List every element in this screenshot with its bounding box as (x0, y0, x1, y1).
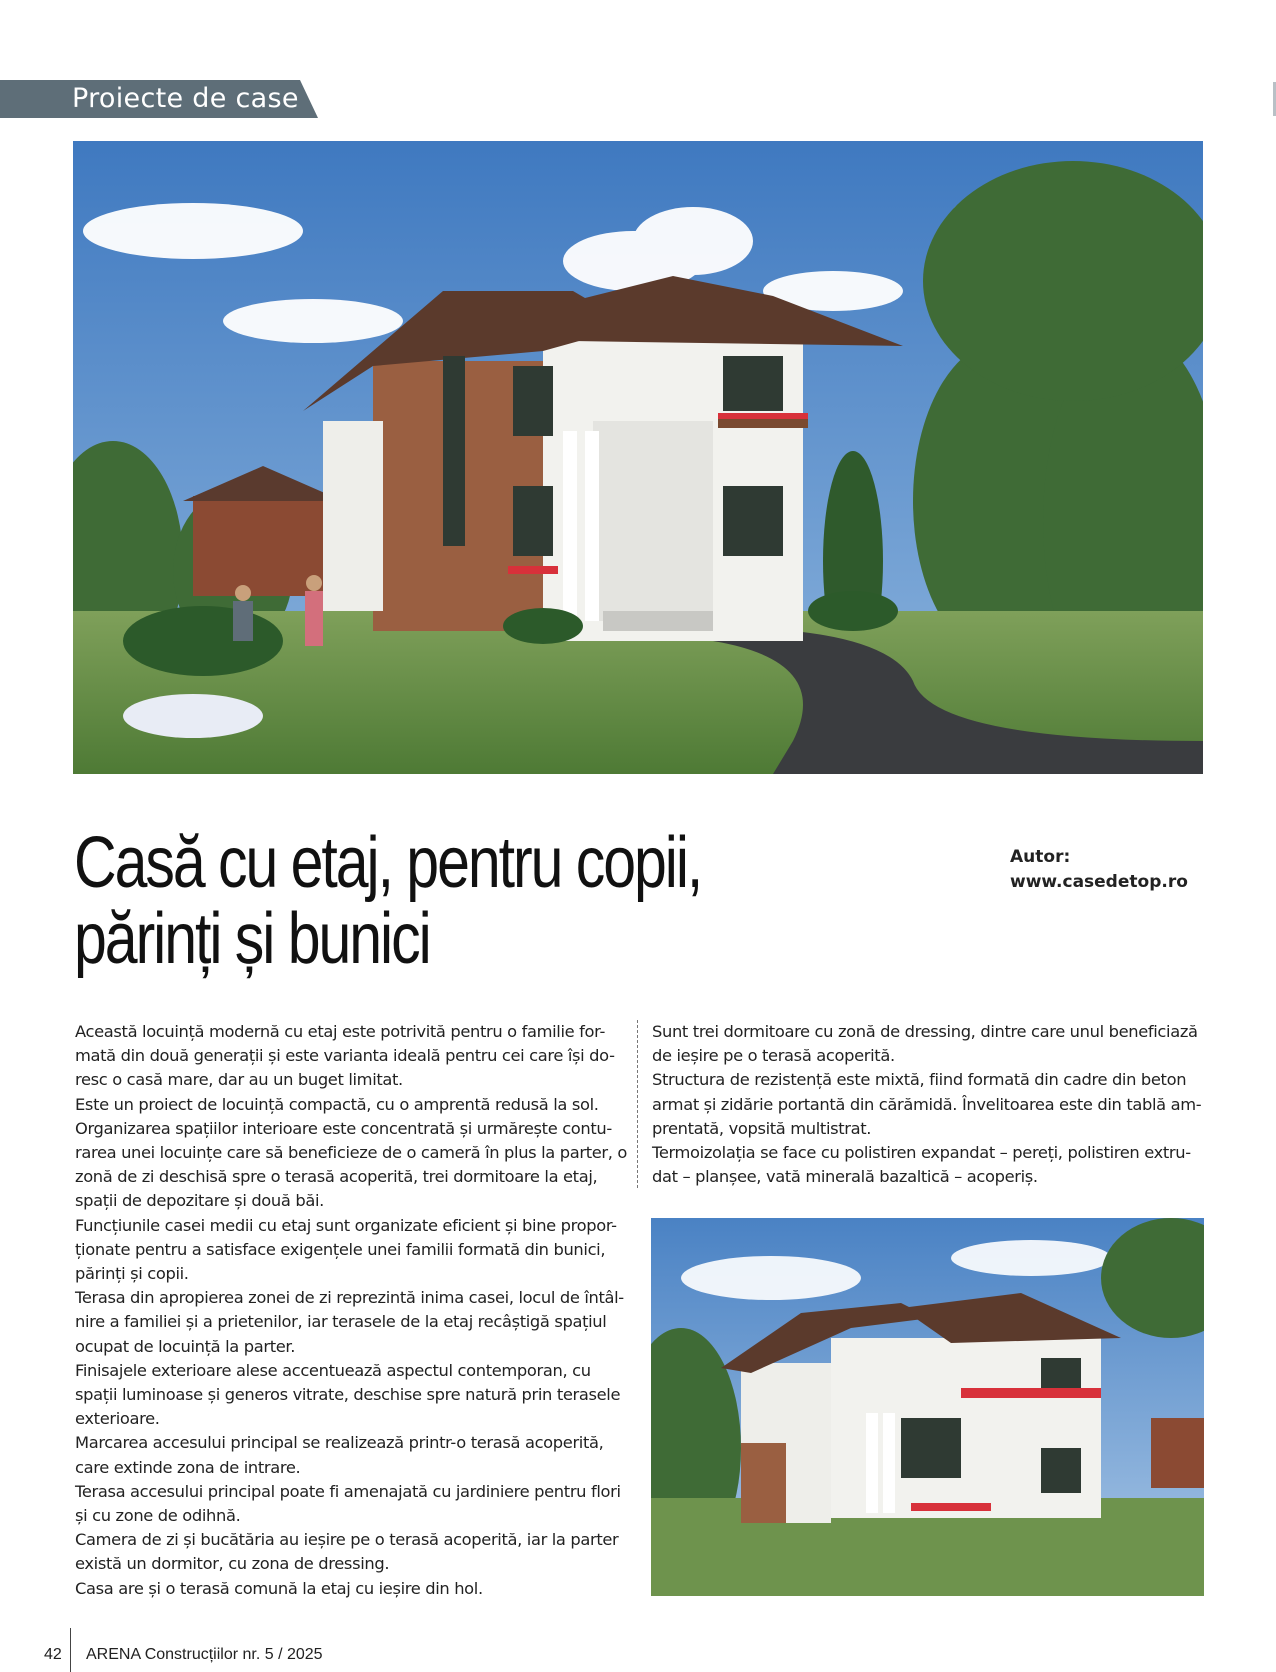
paragraph-line: de ieșire pe o terasă acoperită. (652, 1046, 895, 1066)
article-title-line-2: părinți și bunici (74, 899, 430, 979)
body-column-right (652, 1020, 1204, 1189)
paragraph-line: zonă de zi deschisă spre o terasă acoperită, trei dormitoare la etaj, (75, 1167, 598, 1187)
column-divider (637, 1020, 638, 1188)
paragraph-line: Marcarea accesului principal se realizează printr-o terasă acoperită, (75, 1433, 604, 1453)
paragraph-line: există un dormitor, cu zona de dressing. (75, 1554, 390, 1574)
paragraph-line: Organizarea spațiilor interioare este concentrată și urmărește contu- (75, 1118, 612, 1138)
paragraph-line: și cu zone de odihnă. (75, 1506, 241, 1526)
paragraph-line: ocupat de locuință la parter. (75, 1336, 296, 1356)
article-title-line-1: Casă cu etaj, pentru copii, (74, 823, 702, 903)
paragraph-line: Este un proiect de locuință compactă, cu o amprentă redusă la sol. (75, 1094, 599, 1114)
author-block (1010, 845, 1188, 895)
paragraph-line: Camera de zi și bucătăria au ieșire pe o terasă acoperită, iar la parter (75, 1530, 619, 1550)
paragraph-line: Structura de rezistență este mixtă, fiind formată din cadre din beton (652, 1070, 1187, 1090)
paragraph-line: Termoizolația se face cu polistiren expandat – pereți, polistiren extru- (652, 1143, 1191, 1163)
secondary-house-rendering (651, 1218, 1204, 1596)
hero-house-rendering (73, 141, 1203, 774)
paragraph-line: prentată, vopsită multistrat. (652, 1118, 872, 1138)
paragraph-line: resc o casă mare, dar au un buget limitat. (75, 1070, 403, 1090)
paragraph-line: exterioare. (75, 1409, 160, 1429)
author-label: Autor: (1010, 847, 1071, 867)
paragraph-line: mată din două generații și este varianta ideală pentru cei care își do- (75, 1046, 615, 1066)
paragraph-line: Terasa accesului principal poate fi amenajată cu jardiniere pentru flori (75, 1481, 621, 1501)
body-column-left (75, 1020, 628, 1601)
paragraph-line: Casa are și o terasă comună la etaj cu ieșire din hol. (75, 1578, 483, 1598)
paragraph-line: rarea unei locuințe care să beneficieze de o cameră în plus la parter, o (75, 1143, 628, 1163)
paragraph-line: spații luminoase și generos vitrate, deschise spre natură prin terasele (75, 1385, 621, 1405)
magazine-issue: ARENA Construcțiilor nr. 5 / 2025 (86, 1646, 323, 1663)
paragraph-line: părinți și copii. (75, 1264, 189, 1284)
paragraph-line: Finisajele exterioare alese accentuează aspectul contemporan, cu (75, 1360, 591, 1380)
footer-divider (70, 1628, 71, 1672)
author-site: www.casedetop.ro (1010, 872, 1188, 892)
section-tag-label: Proiecte de case (72, 83, 299, 114)
paragraph-line: Funcțiunile casei medii cu etaj sunt organizate eficient și bine propor- (75, 1215, 617, 1235)
section-tag (0, 80, 318, 118)
paragraph-line: nire a familiei și a prietenilor, iar terasele de la etaj recâștigă spațiul (75, 1312, 607, 1332)
paragraph-line: spații de depozitare și două băi. (75, 1191, 324, 1211)
article-title (74, 825, 730, 977)
paragraph-line: ționate pentru a satisface exigențele unei familii formată din bunici, (75, 1239, 606, 1259)
paragraph-line: Această locuință modernă cu etaj este potrivită pentru o familie for- (75, 1022, 605, 1041)
paragraph-line: Terasa din apropierea zonei de zi reprezintă inima casei, locul de întâl- (75, 1288, 624, 1308)
paragraph-line: Sunt trei dormitoare cu zonă de dressing, dintre care unul beneficiază (652, 1022, 1198, 1041)
paragraph-line: armat și zidărie portantă din cărămidă. Învelitoarea este din tablă am- (652, 1094, 1202, 1114)
page-number: 42 (44, 1646, 62, 1663)
paragraph-line: care extinde zona de intrare. (75, 1457, 301, 1477)
paragraph-line: dat – planșee, vată minerală bazaltică – acoperiș. (652, 1167, 1038, 1187)
